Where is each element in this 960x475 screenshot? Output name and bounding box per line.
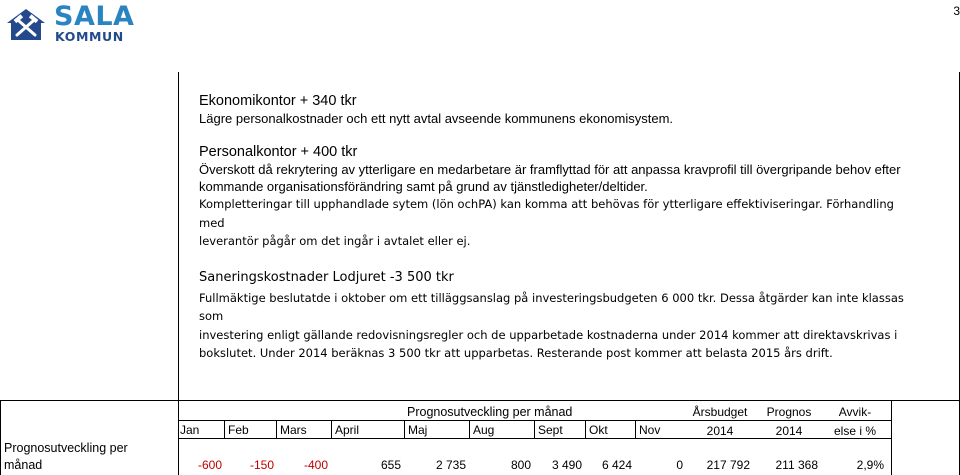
header-line: else i % (833, 424, 877, 438)
month-header-feb: Feb (228, 423, 249, 437)
section-heading: Personalkontor + 400 tkr (199, 144, 358, 160)
row-label-line: månad (4, 458, 43, 472)
month-header-april: April (335, 423, 360, 437)
header-line: 2014 (775, 424, 803, 438)
month-header-okt: Okt (589, 423, 608, 437)
logo-text-sala: SALA (54, 1, 135, 32)
column-header-avvikelse (826, 405, 884, 438)
table-group-header: Prognosutveckling per månad (407, 405, 573, 419)
value-feb: -150 (249, 458, 274, 472)
value-aug: 800 (510, 458, 531, 472)
header-line: Avvik- (838, 405, 872, 419)
section-text-line: Fullmäktige beslutatde i oktober om ett tilläggsanslag på investeringsbudgeten 6 000 tkr. Dessa åtgärder kan inte klassas som (199, 290, 904, 323)
page-number: 3 (953, 4, 960, 18)
sala-kommun-logo (4, 1, 135, 44)
header-line: 2014 (706, 424, 734, 438)
section-personalkontor (199, 144, 919, 251)
month-header-maj: Maj (408, 423, 428, 437)
section-ekonomikontor (199, 93, 919, 127)
column-header-prognos (758, 405, 820, 438)
section-text-line: investering enligt gällande redovisningsregler och de upparbetade kostnaderna under 2014 kommer att direktavskrivas i (199, 327, 898, 342)
value-jan: -600 (197, 458, 222, 472)
section-text: Lägre personalkostnader och ett nytt avtal avseende kommunens ekonomisystem. (199, 111, 674, 126)
value-prognos: 211 368 (775, 458, 818, 472)
value-mars: -400 (303, 458, 328, 472)
crossed-hammers-icon (4, 6, 48, 42)
month-header-sept: Sept (538, 423, 563, 437)
section-text-line: Överskott då rekrytering av ytterligare en medarbetare är framflyttad för att anpassa kravprofil till övergripande behov efter (199, 162, 901, 177)
value-okt: 6 424 (601, 458, 632, 472)
value-nov: 0 (676, 458, 683, 472)
section-text-line: bokslutet. Under 2014 beräknas 3 500 tkr att upparbetas. Resterande post kommer att belasta 2015 års drift. (199, 346, 833, 360)
month-header-jan: Jan (180, 423, 200, 437)
header-line: Årsbudget (692, 405, 748, 419)
row-label (4, 440, 128, 474)
section-text-line: Kompletteringar till upphandlade sytem (lön ochPA) kan komma att behövas för ytterligare effektiviseringar. Förhandling med (199, 197, 894, 230)
value-avvikelse: 2,9% (856, 458, 884, 472)
section-text-line: kommande organisationsförändring samt på grund av tjänstledigheter/deltider. (199, 179, 648, 194)
value-arsbudget: 217 792 (706, 458, 750, 472)
logo-text-kommun: KOMMUN (55, 29, 124, 44)
value-maj: 2 735 (435, 458, 466, 472)
report-content (199, 93, 919, 380)
row-label-line: Prognosutveckling per (4, 441, 128, 455)
month-header-mars: Mars (280, 423, 307, 437)
value-sept: 3 490 (551, 458, 582, 472)
month-header-nov: Nov (639, 423, 661, 437)
section-heading: Ekonomikontor + 340 tkr (199, 93, 357, 109)
column-header-arsbudget (690, 405, 750, 438)
section-text-line: leverantör pågår om det ingår i avtalet eller ej. (199, 234, 471, 248)
value-april: 655 (380, 458, 401, 472)
section-saneringskostnader (199, 268, 919, 363)
header-line: Prognos (766, 405, 812, 419)
month-header-aug: Aug (473, 423, 495, 437)
section-heading: Saneringskostnader Lodjuret -3 500 tkr (199, 269, 454, 285)
